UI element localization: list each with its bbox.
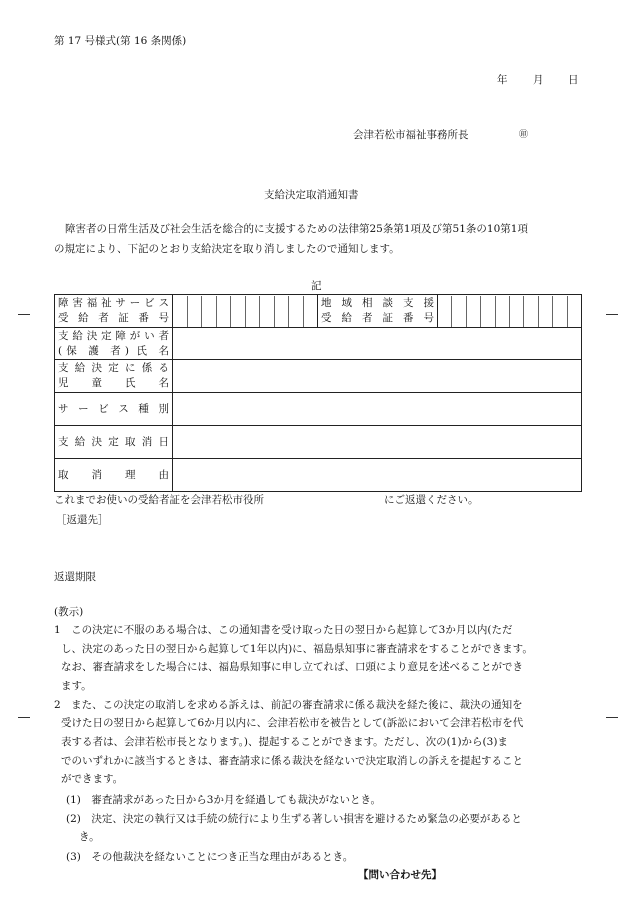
document-title: 支給決定取消通知書: [264, 189, 359, 201]
instruction-line: 表する者は、会津若松市長となります。)、提起することができます。ただし、次の(1)から(3)ま: [61, 736, 508, 748]
community-support-number-field[interactable]: [438, 295, 582, 328]
contact-heading: 【問い合わせ先】: [358, 869, 442, 881]
recipient-name-label: 支給決定障がい者 (保 護 者) 氏 名: [55, 328, 173, 360]
table-row: [55, 426, 582, 459]
form-number: 第 17 号様式(第 16 条関係): [54, 35, 187, 47]
body-line: 障害者の日常生活及び社会生活を総合的に支援するための法律第25条第1項及び第51条の10第1項: [65, 223, 528, 235]
margin-mark-left-top: [18, 314, 30, 315]
seal-mark: ㊞: [519, 130, 529, 140]
return-deadline: 返還期限: [54, 571, 96, 583]
body-text: [54, 219, 580, 259]
welfare-service-label: 障害福祉サービス 受 給 者 証 番 号: [55, 295, 173, 328]
instruction-heading: (教示): [54, 606, 84, 618]
return-instruction-right: にご返還ください。: [384, 494, 479, 506]
date-day: 日: [568, 74, 579, 86]
margin-mark-left-bottom: [18, 717, 30, 718]
return-instruction-left: これまでお使いの受給者証を会津若松市役所: [54, 494, 264, 506]
instruction-line: なお、審査請求をした場合には、福島県知事に申し立てれば、口頭により意見を述べることができ: [61, 661, 523, 673]
instruction-line: (3) その他裁決を経ないことにつき正当な理由があるとき。: [66, 851, 354, 863]
cancellation-date-label: 支 給 決 定 取 消 日: [55, 426, 173, 459]
instruction-line: でのいずれかに該当するときは、審査請求に係る裁決を経ないで決定取消しの訴えを提起すること: [61, 755, 523, 767]
child-name-field[interactable]: [173, 360, 582, 393]
instruction-line: き。: [79, 831, 100, 843]
cancellation-reason-label: 取 消 理 由: [55, 459, 173, 492]
cancellation-reason-field[interactable]: [173, 459, 582, 492]
instruction-line: ます。: [61, 680, 92, 692]
cancellation-date-field[interactable]: [173, 426, 582, 459]
child-name-label: 支 給 決 定 に 係 る 児 童 氏 名: [55, 360, 173, 393]
table-row: [55, 360, 582, 393]
return-destination: ［返還先］: [56, 514, 109, 526]
instruction-line: ができます。: [61, 773, 124, 785]
issuer-name: 会津若松市福祉事務所長: [353, 129, 469, 141]
welfare-service-number-field[interactable]: [173, 295, 318, 328]
instruction-line: (2) 決定、決定の執行又は手続の続行により生ずる著しい損害を避けるため緊急の必要があると: [66, 813, 522, 825]
date-month: 月: [533, 74, 544, 86]
table-row: [55, 295, 582, 328]
instruction-line: 1 この決定に不服のある場合は、この通知書を受け取った日の翌日から起算して3か月以内(ただ: [54, 624, 513, 636]
service-type-field[interactable]: [173, 393, 582, 426]
recipient-name-field[interactable]: [173, 328, 582, 360]
instruction-line: し、決定のあった日の翌日から起算して1年以内)に、福島県知事に審査請求をすることができます。: [61, 643, 533, 655]
community-support-label: 地 域 相 談 支 援 受 給 者 証 番 号: [318, 295, 438, 328]
date-year: 年: [497, 74, 508, 86]
table-row: [55, 328, 582, 360]
table-row: [55, 393, 582, 426]
instruction-line: (1) 審査請求があった日から3か月を経過しても裁決がないとき。: [66, 794, 382, 806]
info-table: [54, 294, 582, 492]
body-line: の規定により、下記のとおり支給決定を取り消しましたので通知します。: [54, 243, 400, 255]
margin-mark-right-bottom: [606, 717, 618, 718]
instruction-line: 2 また、この決定の取消しを求める訴えは、前記の審査請求に係る裁決を経た後に、裁決の通知を: [54, 699, 523, 711]
margin-mark-right-top: [606, 314, 618, 315]
table-row: [55, 459, 582, 492]
ki-heading: 記: [311, 280, 322, 292]
instruction-line: 受けた日の翌日から起算して6か月以内に、会津若松市を被告として(訴訟において会津若松市を代: [61, 717, 524, 729]
service-type-label: サ ー ビ ス 種 別: [55, 393, 173, 426]
